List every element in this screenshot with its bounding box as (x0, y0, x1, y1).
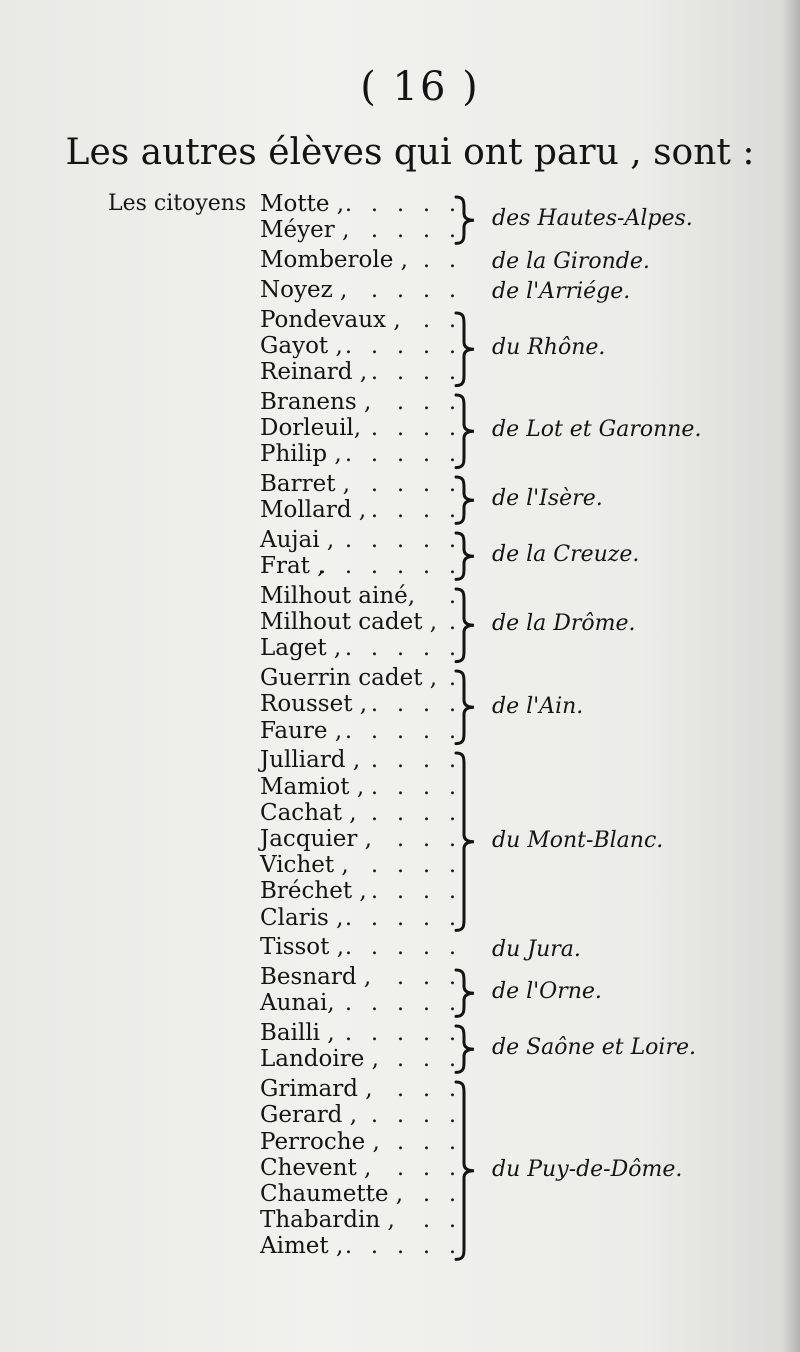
leader-dots: . . (423, 1182, 462, 1207)
intro-label: Les citoyens (108, 191, 247, 216)
department-label: de Lot et Garonne. (492, 417, 702, 443)
brace-icon (450, 1023, 480, 1075)
student-name: Gerard , (260, 1102, 358, 1129)
leader-dots: . . . . (371, 218, 462, 244)
leader-dots: . . . . . (345, 528, 462, 553)
leader-dots: . . . . . (345, 636, 462, 662)
department-label: du Jura. (492, 936, 581, 962)
student-name: Julliard , (260, 747, 361, 774)
leader-dots: . . . . (371, 498, 462, 524)
leader-dots: . (449, 584, 462, 609)
brace-icon (450, 530, 480, 582)
leader-dots: . . . . . (345, 991, 462, 1017)
student-name: Barret , (260, 471, 351, 497)
student-name: Méyer , (260, 217, 350, 244)
student-name: Landoire , (260, 1046, 379, 1073)
student-name: Laget , (260, 635, 342, 662)
leader-dots: . . . . (371, 879, 462, 905)
page-number: ( 16 ) (360, 64, 480, 110)
page-heading: Les autres élèves qui ont paru , sont : (65, 132, 755, 173)
department-label: de la Gironde. (492, 249, 650, 275)
leader-dots: . . . . (371, 360, 462, 385)
student-name: Pondevaux , (260, 306, 401, 333)
student-name: Faure , (260, 717, 343, 744)
leader-dots: . . . . (371, 277, 462, 303)
student-name: Vichet , (260, 852, 349, 879)
leader-dots: . . . (397, 965, 462, 991)
leader-dots: . . (423, 1208, 462, 1234)
student-name: Aujai , (260, 527, 335, 553)
leader-dots: . . . . . (345, 905, 462, 931)
brace-icon (450, 668, 480, 747)
student-name: Dorleuil, (260, 415, 362, 441)
leader-dots: . . . . . (345, 935, 462, 961)
department-label: de Saône et Loire. (492, 1035, 696, 1061)
student-name: Reinard , (260, 359, 368, 385)
leader-dots: . . . . (371, 692, 462, 718)
brace-icon (450, 750, 480, 933)
department-label: de la Drôme. (492, 611, 636, 637)
leader-dots: . . (423, 307, 462, 333)
department-label: de l'Arriége. (492, 278, 631, 304)
leader-dots: . . . . (371, 472, 462, 497)
leader-dots: . (449, 666, 462, 692)
student-name: Aimet , (260, 1233, 344, 1260)
brace-icon (450, 474, 480, 526)
student-name: Branens , (260, 388, 372, 415)
student-name: Perroche , (260, 1128, 380, 1155)
leader-dots: . . . . (371, 774, 462, 800)
leader-dots: . . . . . . (319, 554, 462, 580)
student-name: Bailli , (260, 1020, 335, 1047)
leader-dots: . . . . . (345, 333, 462, 359)
student-name: Chevent , (260, 1154, 372, 1181)
department-label: de l'Orne. (492, 979, 602, 1005)
leader-dots: . . . . . (345, 1021, 462, 1047)
leader-dots: . . . . (371, 800, 462, 826)
leader-dots: . . . (397, 1155, 462, 1181)
leader-dots: . . . (397, 1129, 462, 1155)
student-name: Rousset , (260, 691, 368, 718)
brace-icon (450, 310, 480, 389)
department-label: du Rhône. (492, 334, 606, 360)
student-name: Chaumette , (260, 1181, 404, 1207)
leader-dots: . . (423, 248, 462, 273)
student-name: Grimard , (260, 1076, 373, 1103)
student-name: Cachat , (260, 799, 357, 826)
department-label: de l'Isère. (492, 486, 603, 512)
leader-dots: . . . (397, 1047, 462, 1073)
student-name: Tissot , (260, 934, 345, 961)
department-label: du Puy-de-Dôme. (492, 1156, 683, 1182)
student-name: Thabardin , (260, 1207, 395, 1234)
student-name: Claris , (260, 904, 344, 931)
leader-dots: . . . . . (345, 192, 462, 217)
student-name: Philip , (260, 441, 342, 468)
leader-dots: . . . . (371, 853, 462, 879)
student-name: Momberole , (260, 247, 408, 273)
leader-dots: . . . . . (345, 442, 462, 468)
leader-dots: . (449, 610, 462, 636)
department-label: de la Creuze. (492, 542, 640, 568)
student-name: Milhout ainé, (260, 583, 416, 609)
student-name: Besnard , (260, 964, 372, 991)
student-name: Frat , (260, 553, 325, 580)
student-name: Motte , (260, 191, 345, 217)
leader-dots: . . . (397, 827, 462, 852)
brace-icon (450, 392, 480, 471)
leader-dots: . . . . . (345, 1234, 462, 1260)
student-name: Gayot , (260, 332, 343, 359)
brace-icon (450, 586, 480, 665)
leader-dots: . . . . (371, 1103, 462, 1129)
leader-dots: . . . . (371, 416, 462, 441)
student-name: Bréchet , (260, 878, 367, 905)
leader-dots: . . . . (371, 748, 462, 774)
brace-icon (450, 967, 480, 1019)
department-label: de l'Ain. (492, 693, 584, 719)
department-label: des Hautes-Alpes. (492, 206, 693, 232)
student-name: Mamiot , (260, 773, 365, 800)
student-name: Noyez , (260, 276, 348, 303)
leader-dots: . . . (397, 389, 462, 415)
student-name: Milhout cadet , (260, 609, 438, 636)
department-label: du Mont-Blanc. (492, 828, 664, 854)
brace-icon (450, 1079, 480, 1262)
leader-dots: . . . . . (345, 718, 462, 744)
student-name: Jacquier , (260, 826, 372, 852)
student-name: Mollard , (260, 497, 367, 524)
student-name: Guerrin cadet , (260, 665, 438, 692)
student-name: Aunai, (260, 990, 335, 1017)
brace-icon (450, 194, 480, 246)
leader-dots: . . . (397, 1077, 462, 1103)
